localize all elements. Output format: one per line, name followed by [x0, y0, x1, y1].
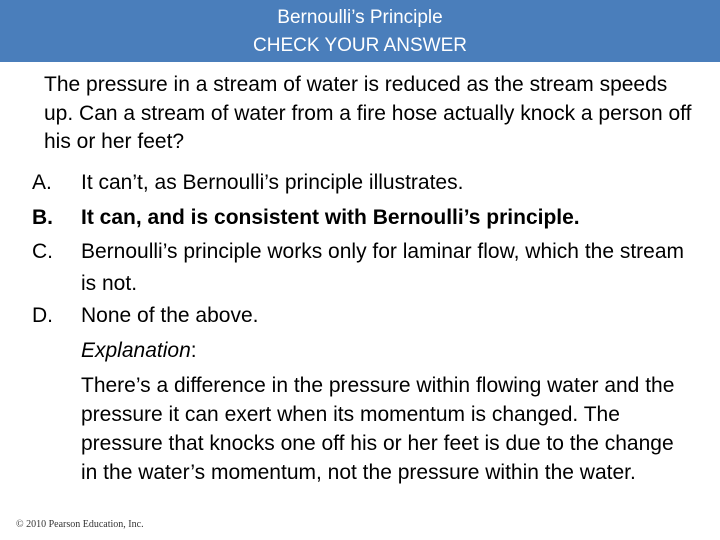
explanation-text: There’s a difference in the pressure within flowing water and the pressure it can exert when its momentum is changed. The pressure that knocks one off his or her feet is due to the change in the water’s momentum, not the pressure within the water.	[81, 374, 675, 484]
explanation-label: Explanation	[81, 339, 191, 362]
question-text: The pressure in a stream of water is reduced as the stream speeds up. Can a stream of water from a fire hose actually knock a person off his or her feet?	[44, 73, 692, 153]
option-b-letter: B.	[32, 206, 53, 229]
copyright-notice: © 2010 Pearson Education, Inc.	[16, 519, 144, 530]
option-a-letter: A.	[32, 171, 52, 194]
slide-title: Bernoulli’s Principle	[277, 7, 443, 28]
option-d-letter: D.	[32, 304, 53, 327]
explanation-heading: Explanation:	[81, 339, 197, 362]
title-banner	[0, 0, 720, 62]
option-b-text: It can, and is consistent with Bernoulli’s principle.	[81, 206, 580, 229]
slide-subtitle: CHECK YOUR ANSWER	[253, 35, 467, 56]
option-d-text: None of the above.	[81, 304, 259, 327]
option-c-letter: C.	[32, 240, 53, 263]
option-c-text: Bernoulli’s principle works only for laminar flow, which the stream is not.	[81, 240, 685, 295]
option-a-text: It can’t, as Bernoulli’s principle illustrates.	[81, 171, 464, 194]
